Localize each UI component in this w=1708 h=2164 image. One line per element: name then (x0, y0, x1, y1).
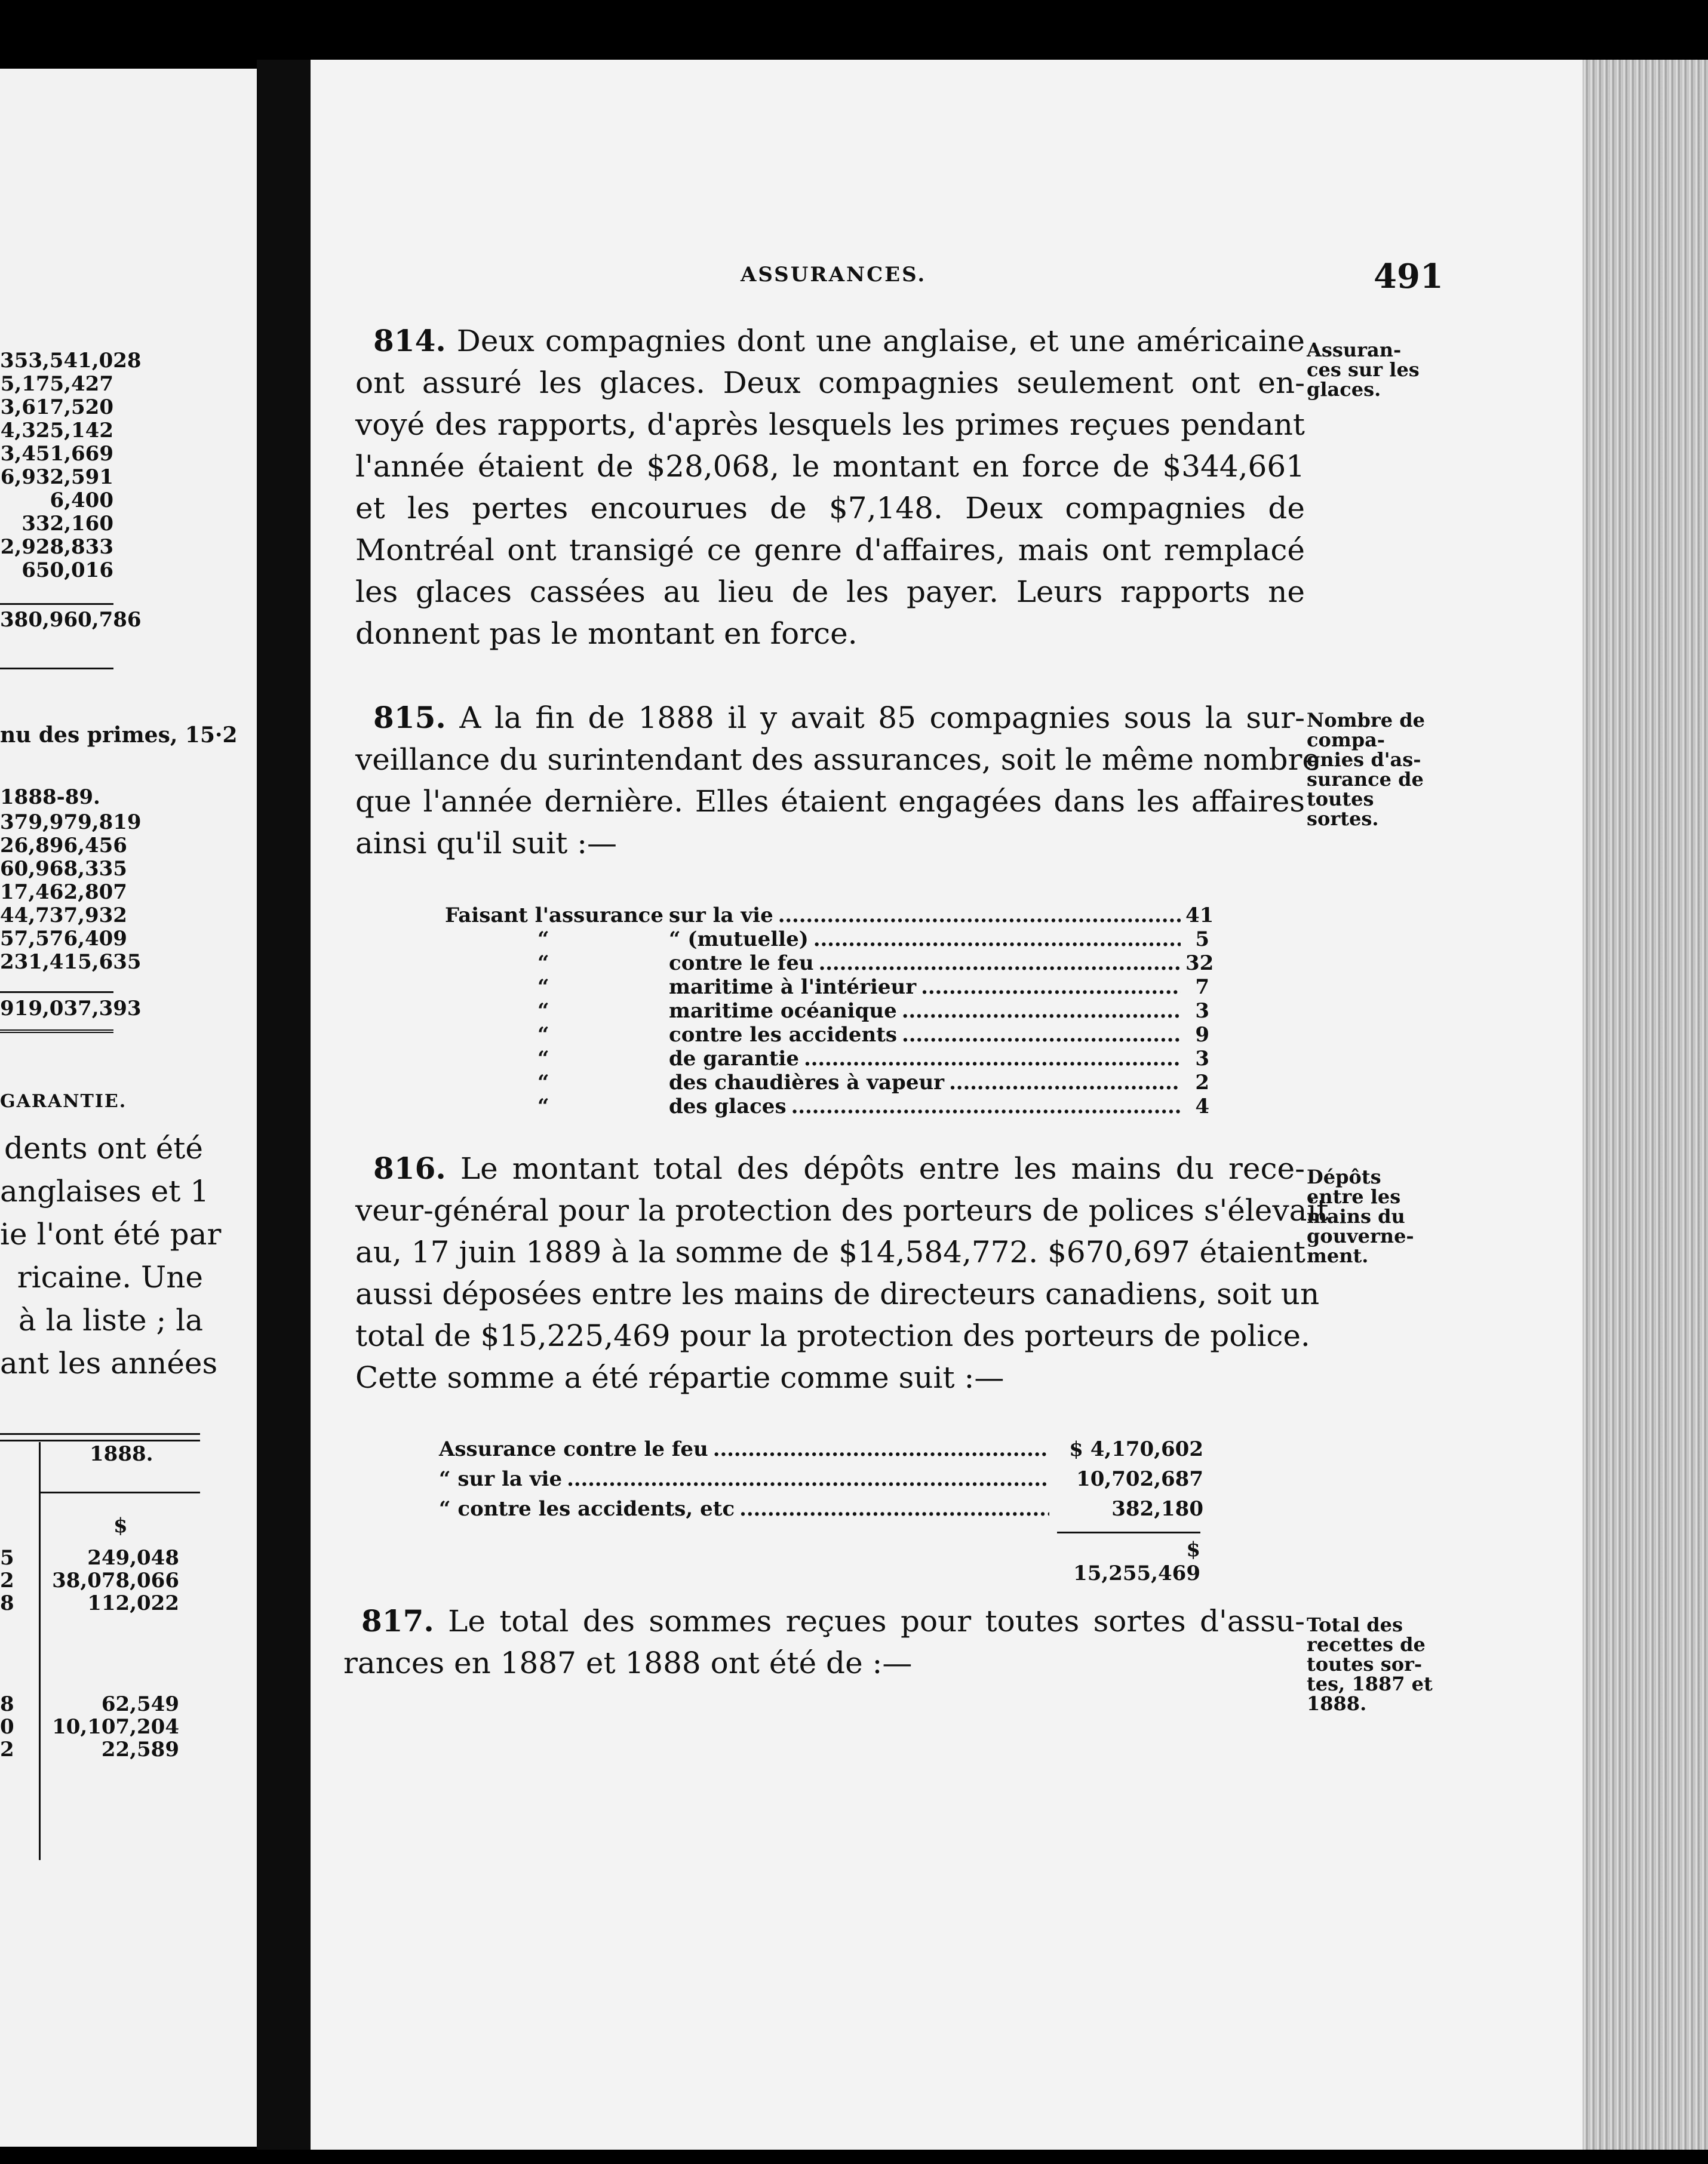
margin-note-line: gouverne- (1307, 1225, 1414, 1247)
dot-leader (819, 951, 1181, 975)
row-label: des chaudières à vapeur (669, 1071, 945, 1095)
paragraph-line: que l'année dernière. Elles étaient engagées dans les affaires (355, 784, 1305, 819)
left-table-block-2 (0, 1693, 179, 1761)
left-heading: GARANTIE. (0, 1091, 127, 1112)
left-paragraph-line: dents ont été (4, 1131, 203, 1166)
left-paragraph-line: ricaine. Une (17, 1260, 203, 1295)
left-total-2: 919,037,393 (0, 997, 142, 1020)
margin-note-line: Assuran- (1307, 339, 1402, 361)
left-paragraph-line: anglaises et 1 (0, 1174, 209, 1209)
left-table-code: 2 (0, 1738, 14, 1762)
ditto-mark: “ (537, 1023, 549, 1047)
paragraph-line: total de $15,225,469 pour la protection des porteurs de police. (355, 1318, 1310, 1353)
margin-note-line: 1888. (1307, 1692, 1367, 1715)
paragraph-line: ainsi qu'il suit :— (355, 826, 618, 860)
ditto-mark: “ (537, 1047, 549, 1071)
left-number: 353,541,028 (0, 349, 142, 373)
margin-note-line: ces sur les (1307, 358, 1420, 381)
paragraph-line: au, 17 juin 1889 à la somme de $14,584,772. $670,697 étaient (355, 1235, 1305, 1269)
left-table-block (0, 1547, 179, 1615)
row-value: 32 (1185, 951, 1214, 975)
margin-note-817 (1307, 1615, 1450, 1714)
left-total: 380,960,786 (0, 603, 113, 632)
left-table-unit: $ (113, 1514, 128, 1538)
ditto-mark: “ (537, 999, 549, 1023)
paragraph-line (355, 1148, 1305, 1189)
row-value: 4 (1195, 1095, 1209, 1118)
page-number: 491 (1374, 257, 1443, 296)
line-text: Deux compagnies dont une anglaise, et une américaine (456, 324, 1305, 358)
left-paragraph-line: ant les années (0, 1346, 218, 1381)
margin-note-line: toutes (1307, 788, 1374, 810)
row-label: maritime à l'intérieur (669, 975, 917, 999)
paragraph-line: Montréal ont transigé ce genre d'affaires, mais ont remplacé (355, 533, 1305, 567)
row-value: 5 (1195, 927, 1209, 951)
paragraph-line: Cette somme a été répartie comme suit :— (355, 1360, 1004, 1395)
dot-leader (902, 999, 1181, 1023)
section-number: 816. (373, 1151, 446, 1186)
line-text: Le montant total des dépôts entre les mains du rece- (460, 1151, 1305, 1186)
dot-leader (804, 1047, 1181, 1071)
ditto-mark: “ (537, 951, 549, 975)
margin-note-815 (1307, 711, 1450, 829)
dot-leader (902, 1023, 1181, 1047)
left-number: 650,016 (21, 558, 113, 582)
left-number: 3,451,669 (0, 442, 113, 466)
line-text: A la fin de 1888 il y avait 85 compagnies sous la sur- (459, 700, 1305, 735)
left-table-code: 8 (0, 1692, 14, 1716)
margin-note-line: glaces. (1307, 378, 1381, 401)
left-number: 332,160 (21, 512, 113, 536)
paragraph-line: l'année étaient de $28,068, le montant en force de $344,661 (355, 449, 1305, 484)
margin-note-line: sortes. (1307, 807, 1379, 830)
table-row (445, 999, 1209, 1023)
paragraph-line: les glaces cassées au lieu de les payer. Leurs rapports ne (355, 574, 1305, 609)
left-table-code: 0 (0, 1715, 14, 1739)
margin-note-line: mains du (1307, 1205, 1405, 1228)
left-number: 26,896,456 (0, 834, 127, 857)
left-paragraph-line: à la liste ; la (18, 1303, 203, 1338)
deposits-total: $ 15,255,469 (1073, 1538, 1200, 1585)
table-row (445, 1023, 1209, 1047)
left-table-value: 38,078,066 (52, 1569, 179, 1593)
row-value: 41 (1185, 903, 1214, 927)
row-value: 7 (1195, 975, 1209, 999)
left-table-row (0, 1738, 179, 1761)
table-row (445, 1047, 1209, 1071)
left-number: 60,968,335 (0, 857, 127, 881)
section-number: 814. (373, 323, 446, 358)
left-paragraph-line: ie l'ont été par (0, 1217, 222, 1252)
margin-note-line: ment. (1307, 1244, 1369, 1267)
row-label: “ (mutuelle) (669, 927, 809, 951)
row-label: “ contre les accidents, etc (439, 1497, 735, 1521)
ditto-mark: “ (537, 1095, 549, 1118)
companies-table (445, 903, 1214, 1118)
margin-note-814 (1307, 340, 1450, 399)
left-table-row (0, 1592, 179, 1615)
dot-leader (949, 1071, 1181, 1095)
row-lead: Faisant l'assurance (445, 903, 664, 927)
row-value: 2 (1195, 1071, 1209, 1095)
left-number: 17,462,807 (0, 880, 127, 904)
running-head: ASSURANCES. (741, 263, 927, 287)
ditto-mark: “ (537, 975, 549, 999)
dot-leader (567, 1464, 1049, 1494)
left-number: 57,576,409 (0, 927, 127, 951)
row-label: Assurance contre le feu (439, 1437, 708, 1461)
left-table-code: 5 (0, 1546, 14, 1570)
table-row (439, 1434, 1203, 1464)
section-number: 815. (373, 700, 446, 735)
row-value: 3 (1195, 1047, 1209, 1071)
left-number: 5,175,427 (0, 372, 113, 396)
row-value: $ 4,170,602 (1069, 1437, 1203, 1461)
left-number: 44,737,932 (0, 903, 127, 927)
left-table-code: 8 (0, 1591, 14, 1615)
previous-page-fragment (0, 69, 257, 2147)
book-gutter (257, 60, 311, 2150)
paragraph-line: et les pertes encourues de $7,148. Deux compagnies de (355, 491, 1305, 525)
left-table-row (0, 1716, 179, 1738)
left-table-value: 249,048 (87, 1546, 179, 1570)
left-table-value: 62,549 (101, 1692, 179, 1716)
dot-leader (778, 903, 1181, 927)
dot-leader (739, 1494, 1049, 1524)
row-label: maritime océanique (669, 999, 897, 1023)
section-number: 817. (361, 1603, 434, 1639)
left-year: 1888-89. (0, 785, 100, 809)
table-row (445, 903, 1214, 927)
paragraph-line: ont assuré les glaces. Deux compagnies seulement ont en- (355, 365, 1305, 400)
left-number-column-2 (0, 810, 142, 974)
row-value: 9 (1195, 1023, 1209, 1047)
table-row (445, 951, 1214, 975)
row-label: contre les accidents (669, 1023, 898, 1047)
left-number: 6,932,591 (0, 465, 113, 489)
left-number: 6,400 (50, 488, 113, 512)
left-table-row (0, 1693, 179, 1716)
left-note: nu des primes, 15·2 (0, 723, 238, 748)
dot-leader (921, 975, 1181, 999)
margin-note-816 (1307, 1167, 1450, 1266)
left-number: 3,617,520 (0, 395, 113, 419)
paragraph-line (355, 320, 1305, 362)
paragraph-line (355, 697, 1305, 739)
margin-note-line: Total des (1307, 1613, 1403, 1636)
left-paragraph (0, 1127, 222, 1385)
paragraph-line: aussi déposées entre les mains de directeurs canadiens, soit un (355, 1277, 1320, 1311)
section-817 (343, 1600, 1305, 1684)
dot-leader (791, 1095, 1181, 1118)
paragraph-line: voyé des rapports, d'après lesquels les primes reçues pendant (355, 407, 1305, 442)
left-number-column (0, 349, 142, 582)
ditto-mark: “ (537, 927, 549, 951)
margin-note-line: toutes sor- (1307, 1653, 1423, 1676)
row-label: des glaces (669, 1095, 787, 1118)
margin-note-line: tes, 1887 et (1307, 1673, 1433, 1695)
margin-note-line: entre les (1307, 1185, 1401, 1208)
row-label: contre le feu (669, 951, 814, 975)
dot-leader (713, 1434, 1049, 1464)
row-value: 382,180 (1111, 1497, 1203, 1521)
left-table-divider (39, 1442, 41, 1860)
row-label: de garantie (669, 1047, 799, 1071)
table-row (445, 1071, 1209, 1095)
left-table-value: 112,022 (87, 1591, 179, 1615)
margin-note-line: gnies d'as- (1307, 748, 1421, 771)
table-row (445, 927, 1209, 951)
table-row (445, 975, 1209, 999)
left-table-value: 10,107,204 (52, 1715, 179, 1739)
table-row (439, 1494, 1203, 1524)
row-label: “ sur la vie (439, 1467, 563, 1491)
margin-note-line: compa- (1307, 728, 1386, 751)
left-rule (0, 668, 113, 669)
left-table-value: 22,589 (101, 1738, 179, 1762)
section-815 (355, 697, 1320, 864)
section-814 (355, 320, 1305, 654)
table-row (439, 1464, 1203, 1494)
left-number: 379,979,819 (0, 810, 142, 834)
ditto-mark: “ (537, 1071, 549, 1095)
left-number: 231,415,635 (0, 950, 142, 974)
margin-note-line: Nombre de (1307, 709, 1425, 731)
line-text: Le total des sommes reçues pour toutes sortes d'assu- (448, 1604, 1305, 1639)
left-table-rule (0, 1433, 200, 1441)
paragraph-line: veur-général pour la protection des porteurs de polices s'élevait (355, 1193, 1329, 1228)
left-number: 2,928,833 (0, 535, 113, 559)
margin-note-line: Dépôts (1307, 1166, 1381, 1188)
paragraph-line: rances en 1887 et 1888 ont été de :— (343, 1646, 913, 1680)
row-value: 10,702,687 (1076, 1467, 1203, 1491)
left-table-row (0, 1547, 179, 1569)
paragraph-line: donnent pas le montant en force. (355, 616, 858, 651)
left-number: 4,325,142 (0, 419, 113, 442)
section-816 (355, 1148, 1329, 1398)
left-table-header-rule (39, 1492, 200, 1493)
page-edges (1583, 60, 1708, 2150)
paragraph-line: veillance du surintendant des assurances, soit le même nombre (355, 742, 1320, 777)
margin-note-line: surance de (1307, 768, 1424, 791)
left-table-code: 2 (0, 1569, 14, 1593)
dot-leader (813, 927, 1181, 951)
deposits-table (439, 1434, 1203, 1524)
table-row (445, 1095, 1209, 1118)
margin-note-line: recettes de (1307, 1633, 1426, 1656)
left-table-row (0, 1569, 179, 1592)
row-value: 3 (1195, 999, 1209, 1023)
left-table-column-head: 1888. (90, 1442, 153, 1466)
row-label: sur la vie (669, 903, 773, 927)
deposits-total-rule (1057, 1532, 1200, 1533)
paragraph-line (343, 1600, 1305, 1642)
